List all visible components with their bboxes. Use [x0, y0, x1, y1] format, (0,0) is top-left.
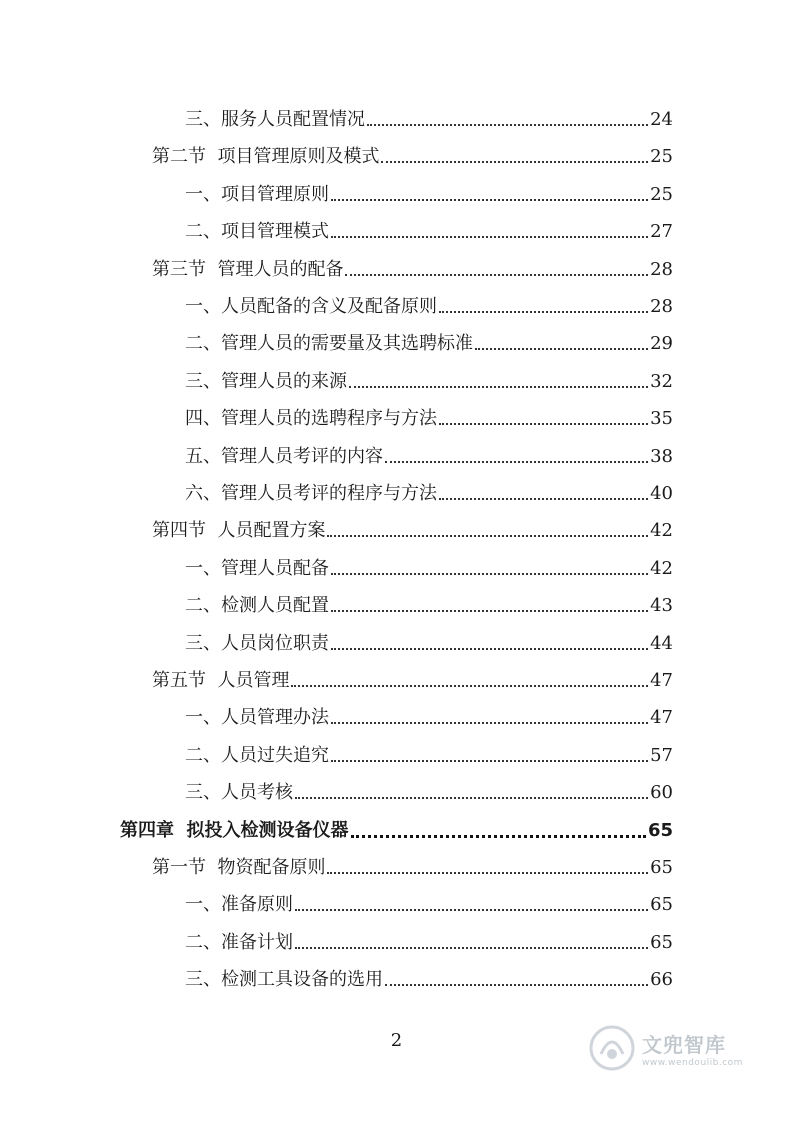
toc-dot-leader [331, 573, 648, 575]
toc-entry[interactable] [152, 853, 673, 879]
toc-entry-title: 二、检测人员配置 [185, 595, 329, 617]
toc-entry-page: 44 [650, 632, 673, 654]
toc-dot-leader [381, 161, 648, 163]
toc-dot-leader [295, 797, 648, 799]
toc-entry[interactable] [120, 816, 673, 842]
toc-entry-title: 一、准备原则 [185, 894, 293, 916]
toc-entry-title: 三、人员考核 [185, 782, 293, 804]
toc-entry-page: 43 [650, 595, 673, 617]
toc-entry-page: 25 [650, 146, 673, 168]
toc-entry[interactable] [152, 666, 673, 692]
toc-entry[interactable] [185, 217, 673, 243]
toc-entry-title: 第四节 人员配置方案 [152, 520, 326, 542]
toc-entry-title: 二、管理人员的需要量及其选聘标准 [185, 333, 473, 355]
toc-dot-leader [295, 909, 648, 911]
toc-entry[interactable] [152, 142, 673, 168]
toc-dot-leader [349, 386, 648, 388]
toc-dot-leader [331, 760, 648, 762]
wendou-logo-icon [588, 1024, 636, 1072]
toc-entry[interactable] [185, 180, 673, 206]
toc-dot-leader [327, 535, 648, 537]
toc-entry-page: 29 [650, 333, 673, 355]
toc-entry-title: 二、人员过失追究 [185, 744, 329, 766]
toc-entry[interactable] [185, 741, 673, 767]
toc-entry-title: 三、服务人员配置情况 [185, 109, 365, 130]
toc-entry[interactable] [185, 629, 673, 655]
toc-entry[interactable] [185, 442, 673, 468]
toc-entry-title: 一、人员管理办法 [185, 707, 329, 729]
toc-entry-page: 60 [650, 782, 673, 804]
toc-entry-title: 三、管理人员的来源 [185, 370, 347, 392]
toc-dot-leader [439, 498, 648, 500]
toc-entry-page: 65 [650, 894, 673, 916]
toc-dot-leader [345, 274, 648, 276]
toc-entry-page: 42 [650, 520, 673, 542]
toc-entry-title: 第二节 项目管理原则及模式 [152, 146, 380, 168]
toc-dot-leader [291, 685, 648, 687]
toc-entry[interactable] [185, 554, 673, 580]
watermark-name: 文兜智库 [642, 1032, 726, 1057]
toc-entry-page: 25 [650, 183, 673, 205]
toc-entry[interactable] [185, 928, 673, 954]
watermark-text [642, 1029, 743, 1068]
toc-entry[interactable] [185, 778, 673, 804]
toc-entry[interactable] [152, 516, 673, 542]
toc-entry-title: 三、检测工具设备的选用 [185, 969, 383, 991]
toc-entry-page: 24 [650, 109, 673, 130]
page-number: 2 [390, 1030, 403, 1051]
toc-entry[interactable] [185, 105, 673, 131]
toc-dot-leader [331, 722, 648, 724]
toc-entry-page: 66 [650, 969, 673, 991]
toc-entry-title: 第三节 管理人员的配备 [152, 258, 344, 280]
toc-entry-page: 32 [650, 370, 673, 392]
toc-entry-title: 三、人员岗位职责 [185, 632, 329, 654]
toc-dot-leader [439, 423, 648, 425]
toc-dot-leader [331, 236, 648, 238]
toc-entry-title: 一、项目管理原则 [185, 183, 329, 205]
toc-entry-page: 65 [650, 931, 673, 953]
toc-dot-leader [295, 947, 648, 949]
toc-dot-leader [385, 984, 648, 986]
toc-dot-leader [331, 610, 648, 612]
toc-entry-page: 27 [650, 221, 673, 243]
toc-entry-title: 第五节 人员管理 [152, 670, 290, 691]
toc-dot-leader [331, 648, 648, 650]
toc-entry[interactable] [185, 965, 673, 991]
toc-entry-title: 一、人员配备的含义及配备原则 [185, 296, 437, 317]
toc-entry[interactable] [185, 479, 673, 505]
toc-dot-leader [351, 835, 646, 838]
toc-entry-title: 第四章 拟投入检测设备仪器 [120, 819, 349, 841]
toc-entry-page: 42 [650, 557, 673, 579]
toc-entry-title: 二、项目管理模式 [185, 221, 329, 243]
watermark-url: www.wendoulib.com [642, 1057, 743, 1068]
toc-entry-page: 47 [650, 707, 673, 729]
toc-entry-title: 一、管理人员配备 [185, 557, 329, 579]
toc-entry[interactable] [185, 591, 673, 617]
toc-entry[interactable] [185, 890, 673, 916]
toc-entry[interactable] [185, 292, 673, 318]
toc-entry-page: 65 [647, 819, 673, 841]
toc-entry-page: 57 [650, 744, 673, 766]
toc-entry-page: 40 [650, 483, 673, 504]
toc-dot-leader [385, 461, 648, 463]
toc-entry-title: 二、准备计划 [185, 931, 293, 953]
toc-dot-leader [475, 348, 648, 350]
toc-entry[interactable] [185, 404, 673, 430]
toc-entry-title: 第一节 物资配备原则 [152, 857, 326, 878]
toc-entry[interactable] [152, 255, 673, 281]
toc-entry[interactable] [185, 329, 673, 355]
toc-entry[interactable] [185, 703, 673, 729]
toc-entry-page: 28 [650, 258, 673, 280]
toc-dot-leader [439, 311, 648, 313]
toc-entry-page: 47 [650, 670, 673, 691]
toc-entry-page: 35 [650, 408, 673, 430]
toc-dot-leader [327, 872, 648, 874]
toc-entry-page: 28 [650, 296, 673, 317]
toc-entry-title: 五、管理人员考评的内容 [185, 445, 383, 467]
toc-entry-page: 65 [650, 857, 673, 878]
toc-dot-leader [367, 124, 648, 126]
toc-entry-title: 四、管理人员的选聘程序与方法 [185, 408, 437, 430]
toc-entry-title: 六、管理人员考评的程序与方法 [185, 483, 437, 504]
toc-dot-leader [331, 199, 648, 201]
toc-entry-page: 38 [650, 445, 673, 467]
toc-entry[interactable] [185, 367, 673, 393]
watermark [588, 1018, 778, 1078]
